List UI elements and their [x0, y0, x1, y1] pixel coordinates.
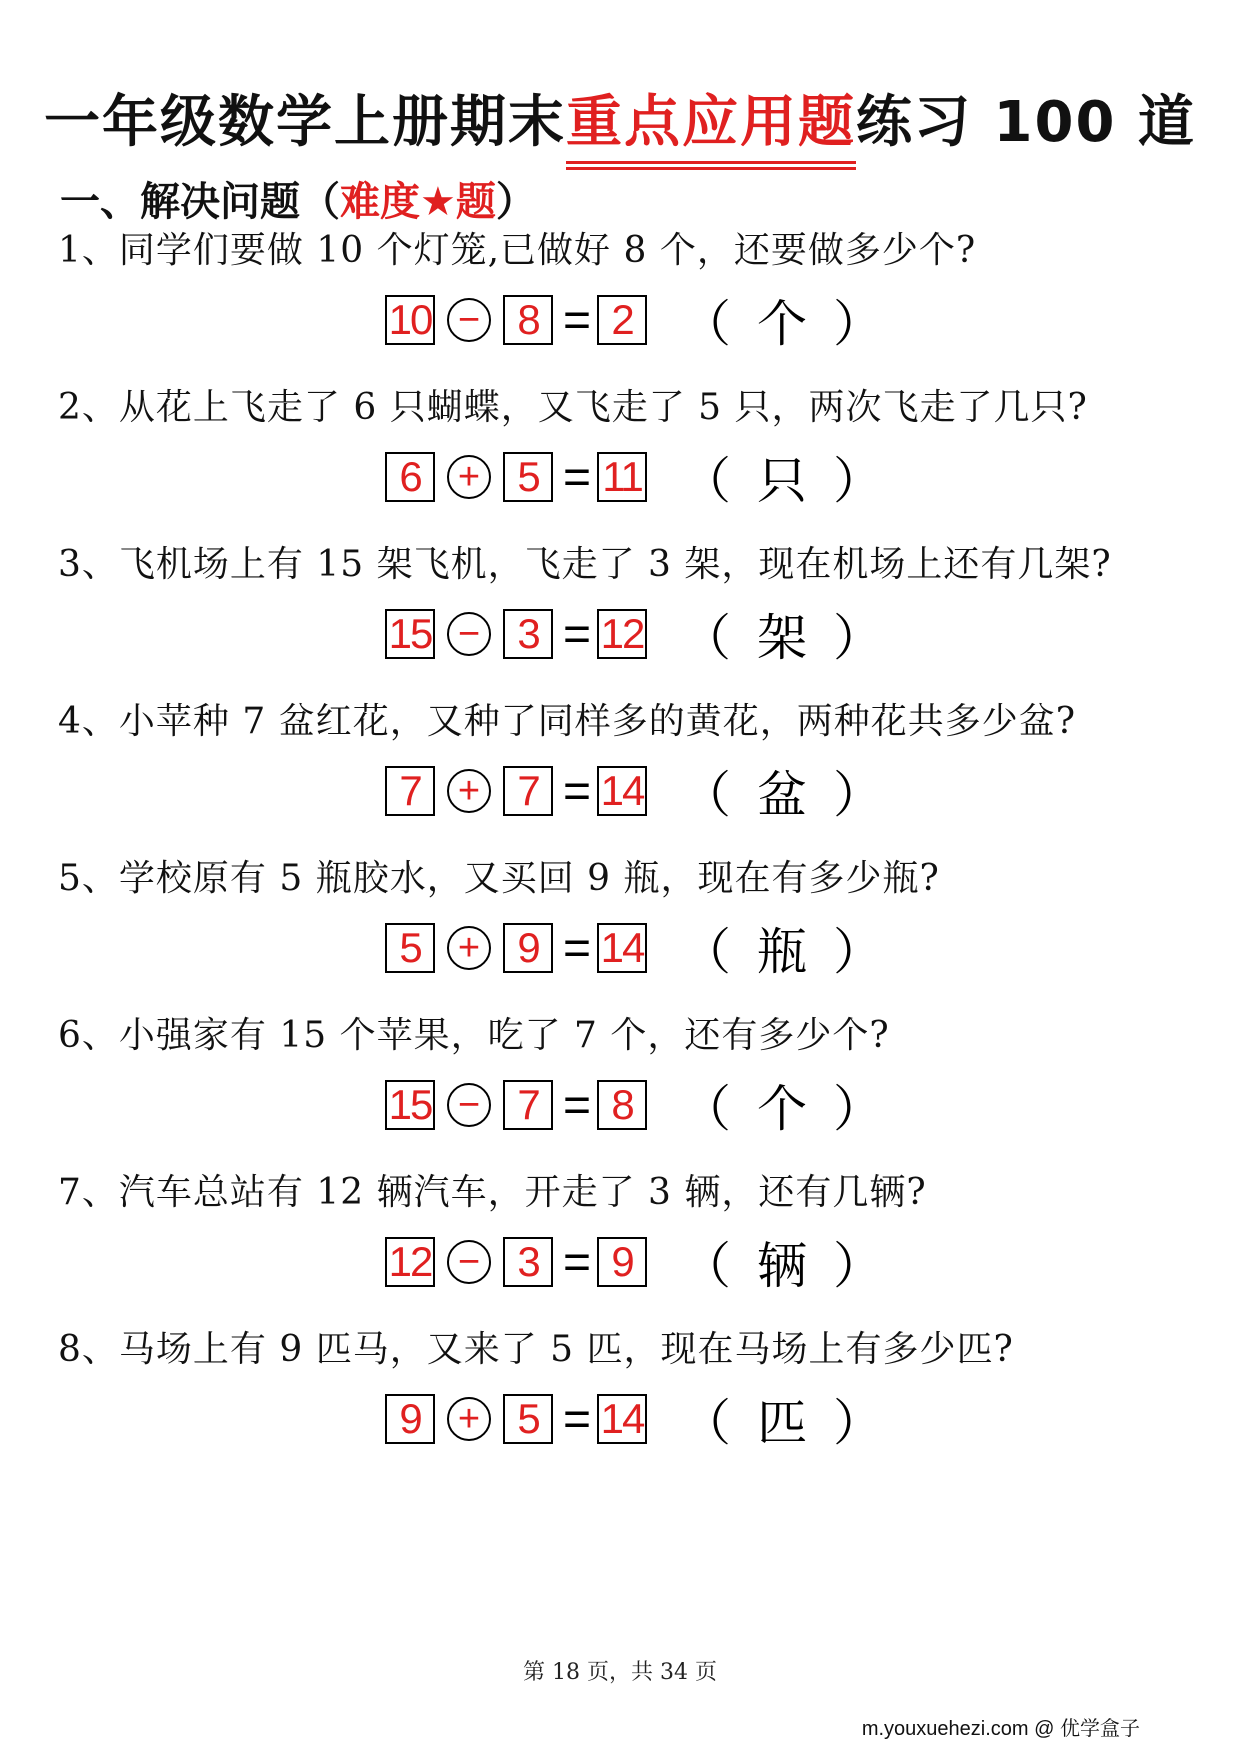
operand-a-box: 5 — [385, 923, 435, 973]
operand-b-box: 7 — [503, 766, 553, 816]
unit-label: （只） — [681, 452, 910, 510]
unit-label: （架） — [681, 609, 910, 667]
operand-b-box: 9 — [503, 923, 553, 973]
result-box: 12 — [597, 609, 647, 659]
operator-circle: + — [447, 455, 491, 499]
problem-question: 5、学校原有 5 瓶胶水，又买回 9 瓶，现在有多少瓶? — [58, 858, 940, 899]
problem-question: 8、马场上有 9 匹马，又来了 5 匹，现在马场上有多少匹? — [58, 1329, 1014, 1370]
section-difficulty: 难度★题 — [340, 179, 496, 225]
operand-b-box: 8 — [503, 295, 553, 345]
unit-label: （瓶） — [681, 923, 910, 981]
result-box: 2 — [597, 295, 647, 345]
operator-circle: − — [447, 612, 491, 656]
result-box: 14 — [597, 923, 647, 973]
equals-sign: = — [563, 1392, 592, 1446]
unit-label: （匹） — [681, 1394, 910, 1452]
watermark: m.youxuehezi.com @ 优学盒子 — [861, 1718, 1140, 1740]
operator-circle: − — [447, 298, 491, 342]
operand-a-box: 12 — [385, 1237, 435, 1287]
operand-a-box: 7 — [385, 766, 435, 816]
page-footer: 第 18 页，共 34 页 — [523, 1660, 717, 1685]
operator-circle: + — [447, 1397, 491, 1441]
operand-b-box: 3 — [503, 1237, 553, 1287]
problem-question: 4、小苹种 7 盆红花，又种了同样多的黄花，两种花共多少盆? — [58, 701, 1076, 742]
equals-sign: = — [563, 1078, 592, 1132]
operand-b-box: 3 — [503, 609, 553, 659]
operand-b-box: 5 — [503, 1394, 553, 1444]
section-heading — [60, 170, 536, 227]
problem-question: 6、小强家有 15 个苹果，吃了 7 个，还有多少个? — [58, 1015, 890, 1056]
unit-label: （个） — [681, 1080, 910, 1138]
equals-sign: = — [563, 1235, 592, 1289]
operand-a-box: 15 — [385, 609, 435, 659]
title-part2: 练习 100 道 — [856, 90, 1196, 155]
operand-b-box: 7 — [503, 1080, 553, 1130]
operator-circle: − — [447, 1083, 491, 1127]
equals-sign: = — [563, 607, 592, 661]
page-title — [0, 78, 1240, 158]
result-box: 11 — [597, 452, 647, 502]
result-box: 9 — [597, 1237, 647, 1287]
problem-equation — [385, 604, 910, 667]
problem-question: 1、同学们要做 10 个灯笼,已做好 8 个，还要做多少个? — [58, 230, 977, 271]
problem-question: 3、飞机场上有 15 架飞机，飞走了 3 架，现在机场上还有几架? — [58, 544, 1112, 585]
section-prefix: 一、解决问题（ — [60, 179, 340, 225]
problem-equation — [385, 290, 910, 353]
problem-equation — [385, 918, 910, 981]
result-box: 8 — [597, 1080, 647, 1130]
operand-a-box: 15 — [385, 1080, 435, 1130]
problem-equation — [385, 1232, 910, 1295]
operand-a-box: 9 — [385, 1394, 435, 1444]
section-suffix: ） — [495, 179, 536, 225]
operand-a-box: 10 — [385, 295, 435, 345]
problem-question: 2、从花上飞走了 6 只蝴蝶，又飞走了 5 只，两次飞走了几只? — [58, 387, 1088, 428]
operand-a-box: 6 — [385, 452, 435, 502]
problem-question: 7、汽车总站有 12 辆汽车，开走了 3 辆，还有几辆? — [58, 1172, 927, 1213]
title-highlight: 重点应用题 — [566, 78, 856, 158]
result-box: 14 — [597, 1394, 647, 1444]
equals-sign: = — [563, 293, 592, 347]
operator-circle: − — [447, 1240, 491, 1284]
unit-label: （辆） — [681, 1237, 910, 1295]
title-part1: 一年级数学上册期末 — [44, 90, 567, 155]
equals-sign: = — [563, 450, 592, 504]
equals-sign: = — [563, 921, 592, 975]
result-box: 14 — [597, 766, 647, 816]
operator-circle: + — [447, 769, 491, 813]
problem-equation — [385, 1075, 910, 1138]
problem-equation — [385, 761, 910, 824]
operator-circle: + — [447, 926, 491, 970]
problem-equation — [385, 1389, 910, 1452]
unit-label: （个） — [681, 295, 910, 353]
problem-equation — [385, 447, 910, 510]
equals-sign: = — [563, 764, 592, 818]
operand-b-box: 5 — [503, 452, 553, 502]
unit-label: （盆） — [681, 766, 910, 824]
